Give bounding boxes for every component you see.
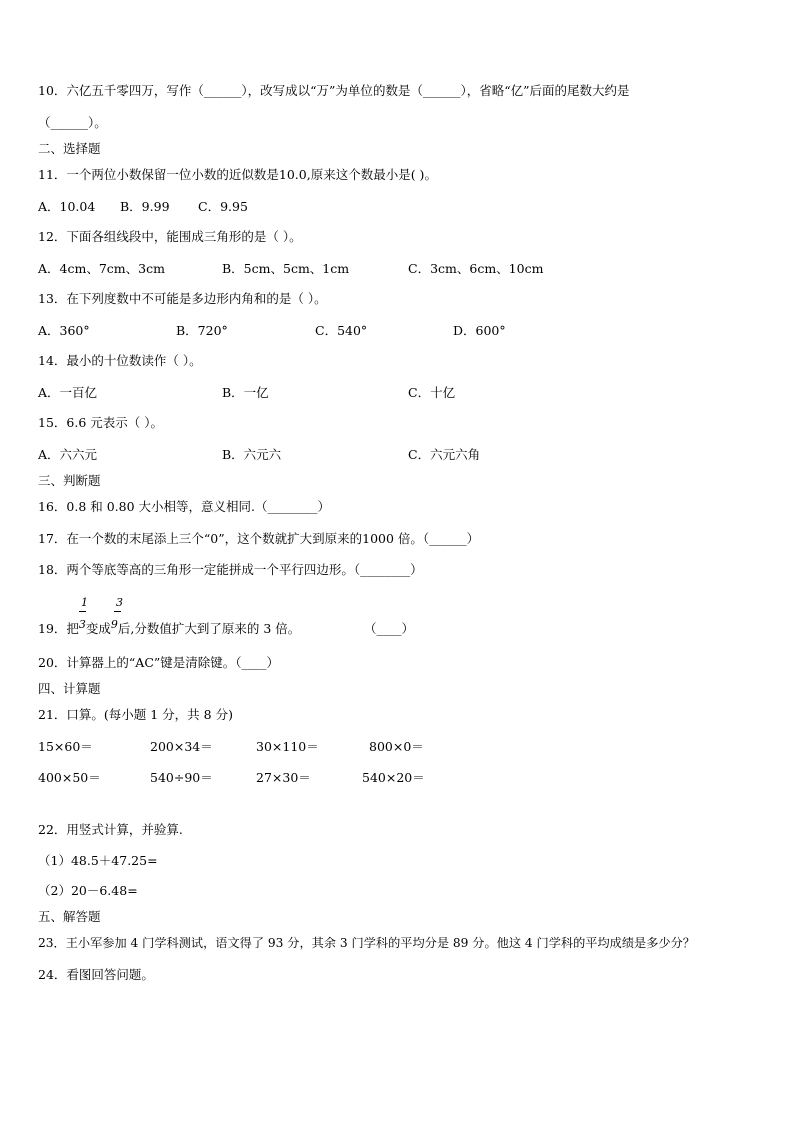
question-19-suffix: 后,分数值扩大到了原来的 3 倍。 xyxy=(117,621,301,636)
question-15-option-c: C．六元六角 xyxy=(408,447,481,462)
mental-calc-item: 15×60＝ xyxy=(38,739,93,754)
fraction-1-bar xyxy=(79,611,86,612)
question-22-part-1: （1）48.5＋47.25= xyxy=(38,853,158,868)
question-14-option-c: C．十亿 xyxy=(408,385,456,400)
question-12-option-b: B．5cm、5cm、1cm xyxy=(222,261,350,276)
question-11-option-a: A．10.04 xyxy=(38,199,96,214)
question-21-stem: 21．口算。(每小题 1 分，共 8 分) xyxy=(38,707,233,722)
question-14-option-a: A．一百亿 xyxy=(38,385,98,400)
question-10-line-2: （______）。 xyxy=(38,115,107,130)
fraction-1-denominator: 3 xyxy=(78,618,86,631)
fraction-1-numerator: 1 xyxy=(81,596,88,609)
question-19-blank: （____） xyxy=(364,621,415,636)
fraction-2-bar xyxy=(114,611,121,612)
question-15-option-b: B．六元六 xyxy=(222,447,282,462)
question-13-option-d: D．600° xyxy=(453,323,506,338)
question-13-option-a: A．360° xyxy=(38,323,90,338)
question-15-option-a: A．六六元 xyxy=(38,447,98,462)
question-12-stem: 12．下面各组线段中，能围成三角形的是（ ）。 xyxy=(38,229,302,244)
section-heading-calculation: 四、计算题 xyxy=(38,681,101,696)
section-heading-choice: 二、选择题 xyxy=(38,141,101,156)
fraction-2-denominator: 9 xyxy=(110,618,118,631)
question-20: 20．计算器上的“AC”键是清除键。（____） xyxy=(38,655,280,670)
question-19-text xyxy=(38,618,301,638)
question-19-prefix: 19．把 xyxy=(38,621,79,636)
question-13-option-c: C．540° xyxy=(315,323,368,338)
question-12-option-a: A．4cm、7cm、3cm xyxy=(38,261,165,276)
question-11-option-c: C．9.95 xyxy=(198,199,248,214)
mental-calc-item: 200×34＝ xyxy=(150,739,213,754)
question-12-option-c: C．3cm、6cm、10cm xyxy=(408,261,544,276)
fraction-2-numerator: 3 xyxy=(116,596,123,609)
section-heading-true-false: 三、判断题 xyxy=(38,473,101,488)
question-17: 17．在一个数的末尾添上三个“0”，这个数就扩大到原来的1000 倍。（______） xyxy=(38,531,480,546)
question-13-stem: 13．在下列度数中不可能是多边形内角和的是（ ）。 xyxy=(38,291,327,306)
question-14-stem: 14．最小的十位数读作（ ）。 xyxy=(38,353,202,368)
question-16: 16．0.8 和 0.80 大小相等，意义相同.（________） xyxy=(38,499,331,514)
question-19-mid: 变成 xyxy=(85,621,111,636)
mental-calc-item: 27×30＝ xyxy=(256,770,311,785)
section-heading-answer: 五、解答题 xyxy=(38,909,101,924)
question-18: 18．两个等底等高的三角形一定能拼成一个平行四边形。（________） xyxy=(38,562,423,577)
question-23: 23．王小军参加 4 门学科测试，语文得了 93 分，其余 3 门学科的平均分是 89 分。他这 4 门学科的平均成绩是多少分？ xyxy=(38,936,695,950)
mental-calc-item: 400×50＝ xyxy=(38,770,101,785)
question-24: 24．看图回答问题。 xyxy=(38,967,154,982)
mental-calc-item: 540÷90＝ xyxy=(150,770,213,785)
question-10-line-1: 10．六亿五千零四万，写作（______），改写成以“万”为单位的数是（______），省略“亿”后面的尾数大约是 xyxy=(38,83,630,98)
question-22-stem: 22．用竖式计算，并验算. xyxy=(38,822,183,837)
question-11-option-b: B．9.99 xyxy=(120,199,170,214)
question-13-option-b: B．720° xyxy=(176,323,228,338)
mental-calc-item: 30×110＝ xyxy=(256,739,319,754)
question-22-part-2: （2）20－6.48= xyxy=(38,883,138,898)
mental-calc-item: 800×0＝ xyxy=(369,739,424,754)
question-14-option-b: B．一亿 xyxy=(222,385,269,400)
question-15-stem: 15．6.6 元表示（ ）。 xyxy=(38,415,163,430)
mental-calc-item: 540×20＝ xyxy=(362,770,425,785)
question-11-stem: 11．一个两位小数保留一位小数的近似数是10.0,原来这个数最小是( )。 xyxy=(38,167,437,182)
